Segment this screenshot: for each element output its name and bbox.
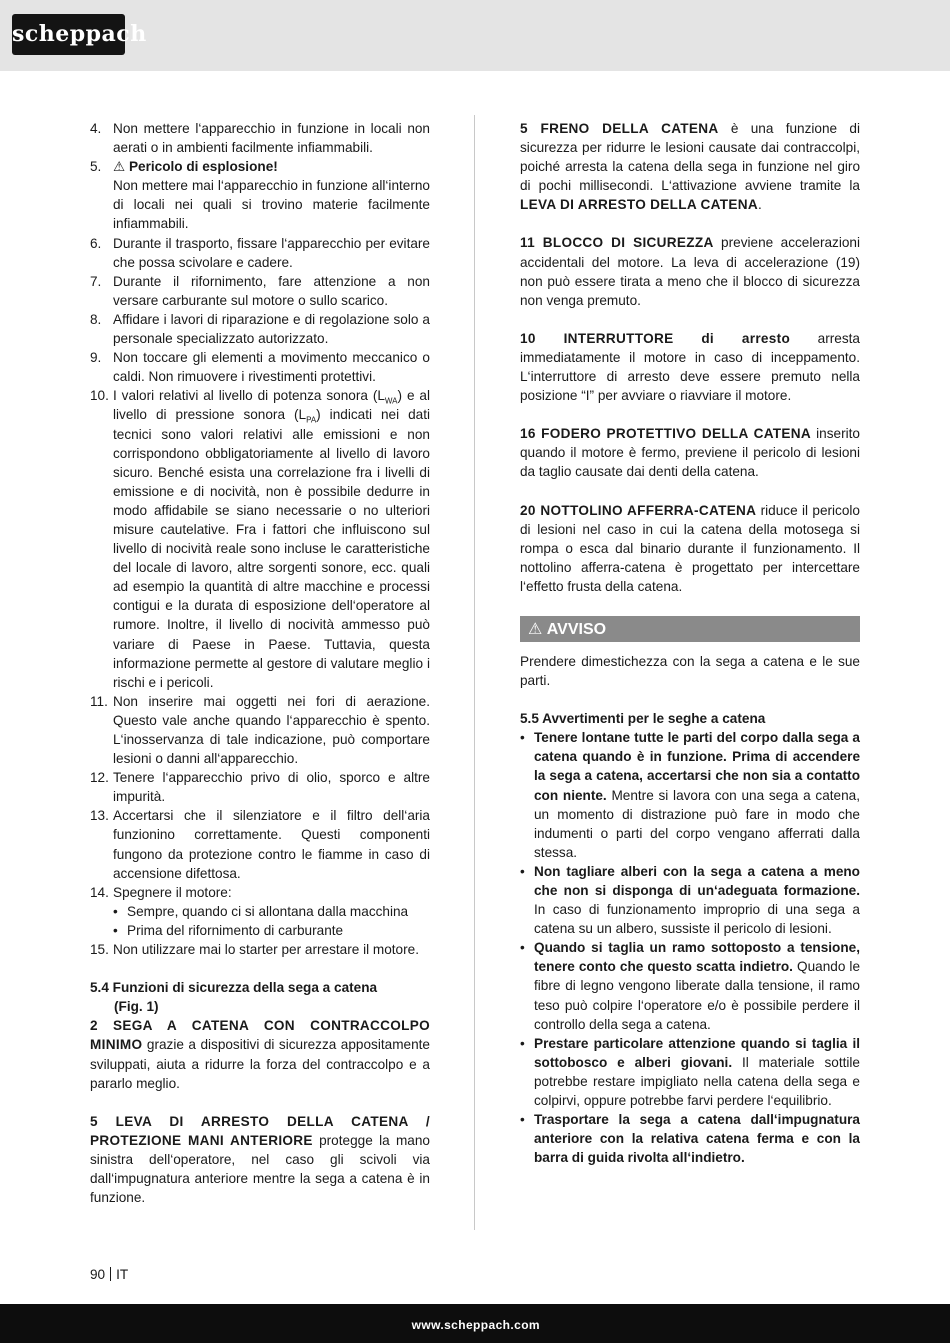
paragraph: 16 FODERO PROTETTIVO DELLA CATENA inserito quando il motore è fermo, previene il pericolo di lesioni da taglio causate dai denti della catena. <box>520 426 860 480</box>
header-bar <box>0 0 950 71</box>
paragraph: 5 LEVA DI ARRESTO DELLA CATENA / PROTEZIONE MANI ANTERIORE protegge la mano sinistra dell‘operatore, nel caso gli scivoli via dall‘impugnatura anteriore mentre la sega a catena è in funzione. <box>90 1113 430 1206</box>
list-item: 11. Non inserire mai oggetti nei fori di aerazione. Questo vale anche quando l‘apparecchio è spento. L‘inosservanza di tale indicazione, può comportare lesioni o danni all‘apparecchio. <box>90 693 430 767</box>
bullet-icon: • <box>520 730 525 746</box>
list-item: 6. Durante il trasporto, fissare l‘apparecchio per evitare che possa scivolare e cadere. <box>90 235 430 270</box>
list-item: 12. Tenere l‘apparecchio privo di olio, sporco e altre impurità. <box>90 770 430 805</box>
list-item: 10. I valori relativi al livello di potenza sonora $(L_{WA})$ e al livello di pressione sonora $(L_{PA})$ indicati nei dati tecnici sono valori relativi alle emissioni e non corrispondono obbligatoriamente al livello di lavoro sicuro. Benché esista una correlazione fra i livelli di emissione e di nocività, non è possibile dedurre in modo affidabile se siano necessarie o no ulteriori misure cautelative. Fra i fattori che influiscono sul livello di nocività reale sono incluse le caratteristiche del locale di lavoro, altre sorgenti sonore, ecc. quali ad esempio la quantità di altre macchine e processi contigui e la durata di esposizione dell‘operatore al rumore. Inoltre, il livello di nocività ammesso può variare di Paese in Paese. Tuttavia, questa informazione permette al gestore di valutare meglio i rischi e i pericoli. <box>90 388 431 690</box>
paragraph: 10 INTERRUTTORE di arresto arresta immediatamente il motore in caso di inceppamento. L‘interruttore di arresto deve essere premuto nella posizione “I” per avviare o riavviare il motore. <box>520 330 860 404</box>
column-divider <box>474 115 475 1230</box>
bullet-icon: • <box>520 940 525 956</box>
sub-list-item: • Sempre, quando ci si allontana dalla macchina <box>90 902 430 921</box>
list-item: 7. Durante il rifornimento, fare attenzione a non versare carburante sul motore o sullo scarico. <box>90 273 430 308</box>
section-heading: 5.4 Funzioni di sicurezza della sega a catena <box>90 980 378 996</box>
page-number: 90 IT <box>90 1267 129 1282</box>
list-item: 9. Non toccare gli elementi a movimento meccanico o caldi. Non rimuovere i rivestimenti protettivi. <box>90 350 430 385</box>
warning-icon: ⚠ <box>113 159 129 175</box>
list-item: 4. Non mettere l‘apparecchio in funzione in locali non aerati o in ambienti facilmente infiammabili. <box>90 121 430 156</box>
bullet-icon: • <box>520 863 525 879</box>
footer-bar <box>0 1304 950 1343</box>
warning-icon: ⚠ <box>528 620 547 638</box>
separator <box>110 1267 111 1281</box>
paragraph: 20 NOTTOLINO AFFERRA-CATENA riduce il pericolo di lesioni nel caso in cui la catena della motosega si rompa o esca dal binario durante il funzionamento. Il nottolino afferra-catena è progettato per intercettare l‘effetto frusta della catena. <box>520 502 860 594</box>
website-link[interactable]: www.scheppach.com <box>411 1318 540 1332</box>
section-heading: 5.5 Avvertimenti per le seghe a catena <box>520 711 766 727</box>
list-item: 14. Spegnere il motore: <box>90 884 232 900</box>
section-fig-ref: (Fig. 1) <box>114 999 159 1015</box>
bullet-item: • Prestare particolare attenzione quando si taglia il sottobosco e alberi giovani. Il materiale sottile potrebbe restare impigliato nella catena della sega e colpirvi, oppure potrebbe farvi perdere l‘equilibrio. <box>520 1035 860 1109</box>
paragraph: 11 BLOCCO DI SICUREZZA previene accelerazioni accidentali del motore. La leva di accelerazione (19) non può essere tirata a meno che il blocco di sicurezza non venga premuto. <box>520 235 860 308</box>
paragraph: 2 SEGA A CATENA CON CONTRACCOLPO MINIMO grazie a dispositivi di sicurezza appositamente sviluppati, aiuta a ridurre la forza del contraccolpo e a pararlo meglio. <box>90 1018 430 1091</box>
bullet-icon: • <box>113 922 118 938</box>
brand-logo: scheppach <box>12 14 125 55</box>
right-column <box>520 119 860 1167</box>
item-title: Pericolo di esplosione! <box>128 159 278 175</box>
left-column <box>90 119 430 1207</box>
sub-list-item: • Prima del rifornimento di carburante <box>90 921 430 940</box>
bullet-item: • Trasportare la sega a catena dall‘impugnatura anteriore con la relativa catena ferma e con la barra di guida rivolta all‘indietro. <box>520 1112 860 1166</box>
bullet-icon: • <box>113 903 118 919</box>
paragraph: 5 FRENO DELLA CATENA è una funzione di sicurezza per ridurre le lesioni causate dai contraccolpi, poiché arresta la catena della sega in funzione nel giro di pochi millisecondi. L‘attivazione avviene tramite la LEVA DI ARRESTO DELLA CATENA. <box>520 121 860 213</box>
bullet-item: • Quando si taglia un ramo sottoposto a tensione, tenere conto che questo scatta indietro. Quando le fibre di legno vengono liberate dalla tensione, il ramo teso può colpire l‘operatore e/o è possibile perdere il controllo della sega a catena. <box>520 940 861 1032</box>
bullet-icon: • <box>520 1112 525 1128</box>
list-item: 8. Affidare i lavori di riparazione e di regolazione solo a personale specializzato autorizzato. <box>90 311 430 347</box>
bullet-item: • Non tagliare alberi con la sega a catena a meno che non si disponga di un‘adeguata formazione. In caso di funzionamento improprio di una sega a catena su un albero, sussiste il pericolo di lesioni. <box>520 863 860 937</box>
warning-banner: ⚠ AVVISO <box>520 616 860 642</box>
bullet-item: • Tenere lontane tutte le parti del corpo dalla sega a catena quando è in funzione. Prima di accendere la sega a catena, accertarsi che non sia a contatto con niente. Mentre si lavora con una sega a catena, un momento di distrazione può fare in modo che indumenti o parti del corpo vengano afferrati dalla stessa. <box>520 730 860 860</box>
paragraph: Prendere dimestichezza con la sega a catena e le sue parti. <box>520 653 860 689</box>
list-item: 13. Accertarsi che il silenziatore e il filtro dell‘aria funzionino correttamente. Questi componenti fungono da protezione contro le fiamme in caso di accensione difettosa. <box>90 808 430 881</box>
bullet-icon: • <box>520 1035 525 1051</box>
list-item: 5. ⚠ Pericolo di esplosione! Non mettere mai l‘apparecchio in funzione all‘interno di locali nei quali si trovino materie facilmente infiammabili. <box>90 159 430 232</box>
list-item: 15. Non utilizzare mai lo starter per arrestare il motore. <box>90 942 419 958</box>
